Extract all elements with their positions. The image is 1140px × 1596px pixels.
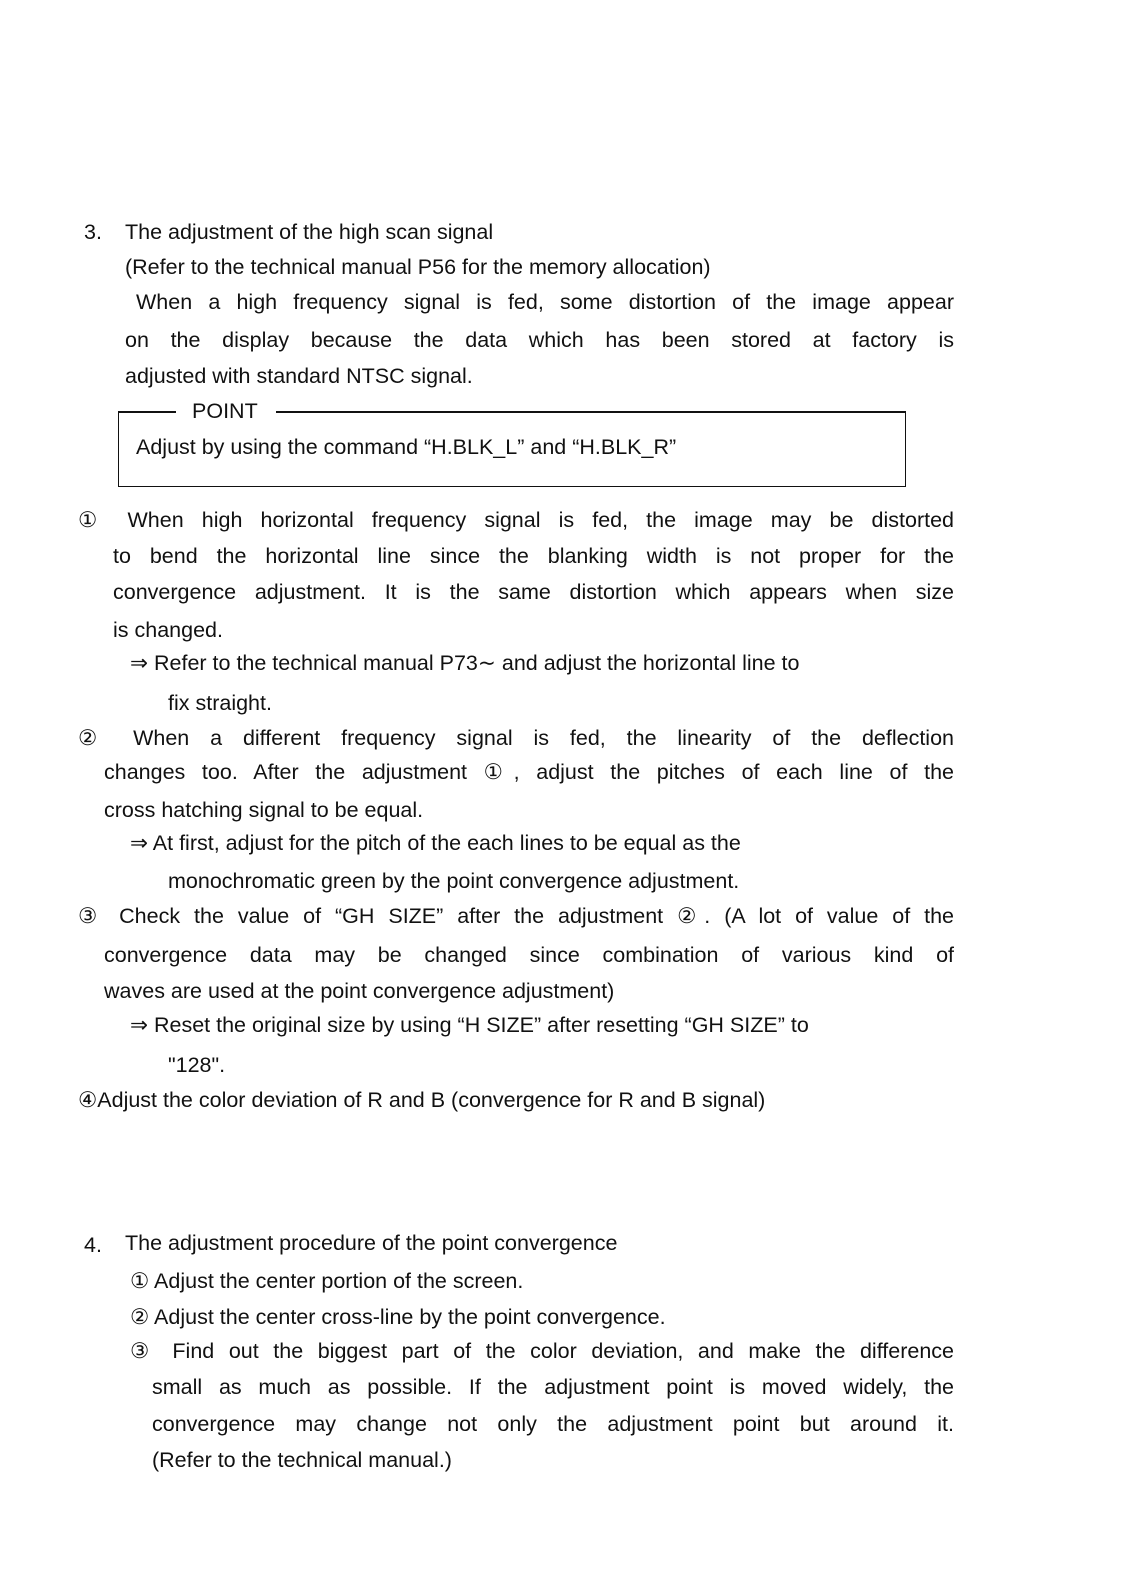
intro-line: adjusted with standard NTSC signal. [125, 364, 473, 388]
point-text: Adjust by using the command “H.BLK_L” and “H.BLK_R” [136, 435, 677, 459]
section-4-number: 4. [84, 1233, 102, 1257]
point-box-rule [276, 411, 906, 413]
item-1-line: to bend the horizontal line since the blanking width is not proper for the [113, 544, 954, 568]
item-2-action: monochromatic green by the point convergence adjustment. [168, 869, 740, 893]
item-3-action: "128". [168, 1053, 226, 1077]
item-1-line: ① When high horizontal frequency signal is fed, the image may be distorted [78, 508, 954, 532]
item-3-line: ③ Check the value of “GH SIZE” after the adjustment ②. (A lot of value of the [78, 904, 954, 928]
step-3: ③ Find out the biggest part of the color deviation, and make the difference [130, 1339, 954, 1363]
item-2-line: changes too. After the adjustment ①, adjust the pitches of each line of the [104, 760, 954, 784]
item-4-line: ④Adjust the color deviation of R and B (convergence for R and B signal) [78, 1088, 766, 1112]
item-2-action: ⇒ At first, adjust for the pitch of the each lines to be equal as the [130, 831, 741, 855]
step-1: ① Adjust the center portion of the screen. [130, 1269, 524, 1293]
point-box-rule [118, 411, 176, 413]
intro-line: When a high frequency signal is fed, some distortion of the image appear [136, 290, 954, 314]
item-2-line: ② When a different frequency signal is fed, the linearity of the deflection [78, 726, 954, 750]
section-3-heading: The adjustment of the high scan signal [125, 220, 494, 244]
item-1-action: fix straight. [168, 691, 272, 715]
item-1-line: is changed. [113, 618, 223, 642]
point-label: POINT [192, 399, 258, 423]
item-3-action: ⇒ Reset the original size by using “H SIZE” after resetting “GH SIZE” to [130, 1013, 809, 1037]
section-3-reference: (Refer to the technical manual P56 for the memory allocation) [125, 255, 711, 279]
item-1-line: convergence adjustment. It is the same distortion which appears when size [113, 580, 954, 604]
step-3-cont: (Refer to the technical manual.) [152, 1448, 452, 1472]
step-3-cont: convergence may change not only the adjustment point but around it. [152, 1412, 954, 1436]
section-4-heading: The adjustment procedure of the point convergence [125, 1231, 618, 1255]
item-3-line: waves are used at the point convergence adjustment) [104, 979, 615, 1003]
step-2: ② Adjust the center cross-line by the point convergence. [130, 1305, 666, 1329]
intro-line: on the display because the data which has been stored at factory is [125, 328, 954, 352]
item-3-line: convergence data may be changed since combination of various kind of [104, 943, 954, 967]
item-2-line: cross hatching signal to be equal. [104, 798, 424, 822]
section-3-number: 3. [84, 220, 102, 244]
item-1-action: ⇒ Refer to the technical manual P73∼ and adjust the horizontal line to [130, 651, 800, 675]
step-3-cont: small as much as possible. If the adjustment point is moved widely, the [152, 1375, 954, 1399]
